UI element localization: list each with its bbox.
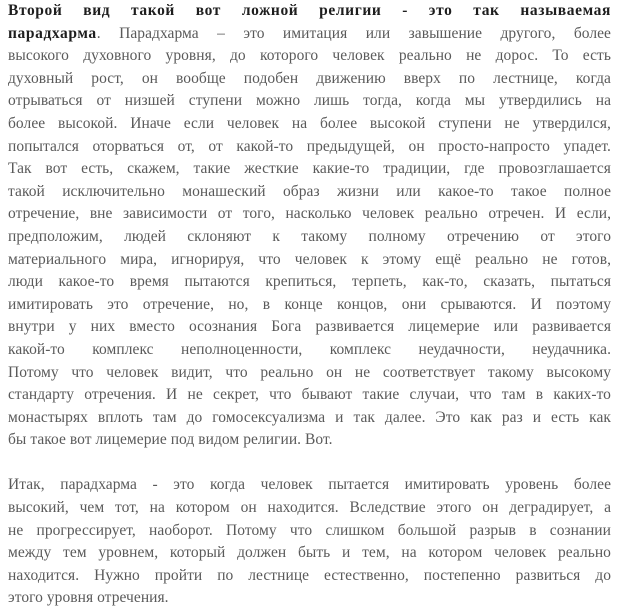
text-line: люди какое-то время пытаются крепиться, терпеть, как-то, сказать, пытаться: [8, 273, 611, 291]
text-line: такой исключительно монашеский образ жизни или какое-то такое полное: [8, 182, 611, 200]
text-line: попытался оторваться от, от какой-то предыдущей, он просто-напросто упадет.: [8, 137, 611, 155]
text-line: материального мира, игнорируя, что человек к этому ещё реально не готов,: [8, 250, 611, 268]
text-line: отречение, вне зависимости от того, насколько человек реально отречен. И если,: [8, 205, 611, 223]
text-line: высокий, чем тот, на котором он находится. Вследствие этого он деградирует, а: [8, 499, 611, 517]
paragraph-1: [8, 0, 611, 452]
paragraph-2: [8, 474, 611, 610]
text-line: более высокой. Иначе если человек на более высокой ступени не утвердился,: [8, 114, 611, 132]
text-line: бы такое вот лицемерие под видом религии. Вот.: [8, 431, 333, 449]
text-line: находится. Нужно пройти по лестнице естественно, постепенно развиться до: [8, 566, 611, 584]
text-line: этого уровня отречения.: [8, 589, 169, 607]
text-line: монастырях вплоть там до гомосексуализма и так далее. Это как раз и есть как: [8, 408, 611, 426]
lead-term: парадхарма: [8, 24, 97, 42]
text-line: Так вот есть, скажем, такие жесткие какие-то традиции, где провозглашается: [8, 160, 611, 178]
text-line: Итак, парадхарма - это когда человек пытается имитировать уровень более: [8, 476, 611, 494]
text-line: предположим, людей склоняют к такому полному отречению от этого: [8, 227, 611, 245]
text-line: духовный рост, он вообще подобен движению вверх по лестнице, когда: [8, 69, 611, 87]
text-line: какой-то комплекс неполноценности, комплекс неудачности, неудачника.: [8, 340, 611, 358]
text-line: стандарту отречения. И не секрет, что бывают такие случаи, что там в каких-то: [8, 386, 611, 404]
article-body: [8, 0, 611, 610]
text-line: отрываться от низшей ступени можно лишь тогда, когда мы утвердились на: [8, 92, 611, 110]
text-line: не прогрессирует, наоборот. Потому что слишком большой разрыв в сознании: [8, 521, 611, 539]
text-line: между тем уровнем, который должен быть и тем, на котором человек реально: [8, 544, 611, 562]
text-line: имитировать это отречение, но, в конце концов, они срываются. И поэтому: [8, 295, 611, 313]
lead-line-1: Второй вид такой вот ложной религии - это так называемая: [8, 2, 611, 19]
text-fragment: . Парадхарма – это имитация или завышение другого, более: [96, 24, 611, 42]
text-line: высокого духовного уровня, до которого человек реально не дорос. То есть: [8, 47, 611, 65]
text-line: Потому что человек видит, что реально он не соответствует такому высокому: [8, 363, 611, 381]
text-line: внутри у них вместо осознания Бога развивается лицемерие или развивается: [8, 318, 611, 336]
text-line: [8, 23, 611, 46]
